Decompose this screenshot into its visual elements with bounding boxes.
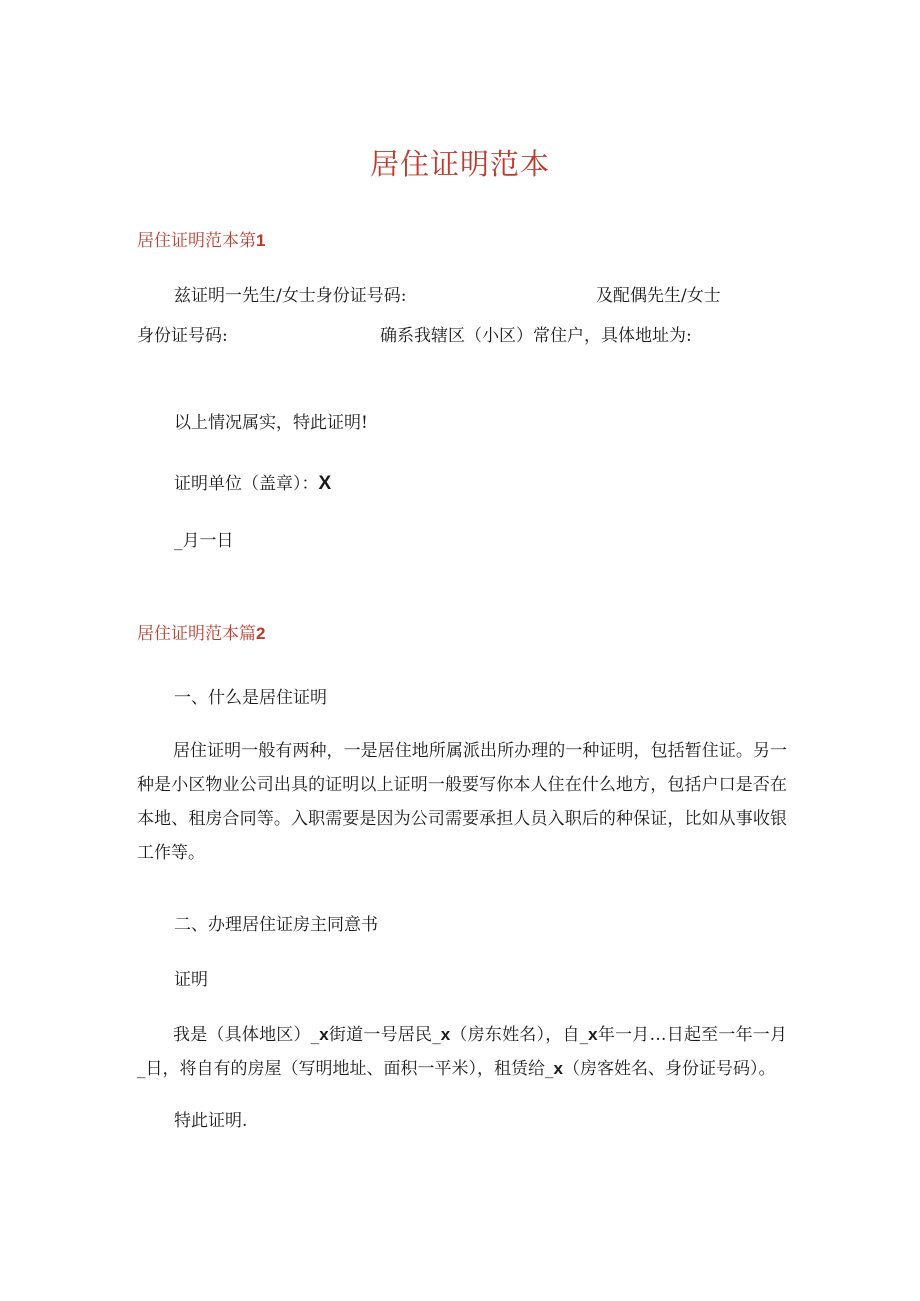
document-title: 居住证明范本: [369, 147, 550, 181]
statement-line: 以上情况属实，特此证明!: [174, 413, 368, 433]
issuing-unit-label: 证明单位（盖章）：: [174, 474, 319, 494]
closing-line: 特此证明.: [174, 1111, 248, 1131]
subheading-landlord-consent: 二、办理居住证房主同意书: [174, 915, 378, 935]
placeholder-x: x: [588, 1025, 598, 1044]
para-text: （房东姓名），自_: [450, 1025, 589, 1045]
cert-line-1-left: 兹证明一先生/女士身份证号码:: [174, 286, 407, 306]
subheading-what-is-residence-cert: 一、什么是居住证明: [174, 688, 327, 708]
section-heading-text: 居住证明范本篇: [137, 624, 256, 644]
cert-label: 证明: [174, 970, 208, 990]
para-text: 年一月…日起至一年一月_日，将自有的房屋（写明地址、面积一平米），租赁给_: [137, 1025, 788, 1079]
para-text: （房客姓名、身份证号码）。: [562, 1059, 776, 1079]
section-heading-1: [137, 232, 265, 250]
issuing-unit-line: [174, 474, 331, 493]
section-heading-2: [137, 625, 265, 643]
section-heading-text: 居住证明范本第: [137, 231, 256, 251]
section-heading-number: 2: [256, 624, 266, 643]
placeholder-x: x: [553, 1059, 563, 1078]
paragraph-landlord-statement: [137, 1018, 787, 1086]
date-line: _月一日: [174, 531, 234, 551]
paragraph-explanation: 居住证明一般有两种，一是居住地所属派出所办理的一种证明，包括暂住证。另一种是小区物业公司出具的证明以上证明一般要写你本人住在什么地方，包括户口是否在本地、租房合同等。入职需要是因为公司需要承担人员入职后的种保证，比如从事收银工作等。: [137, 741, 787, 863]
cert-line-1-right: 及配偶先生/女士: [596, 286, 721, 306]
para-text: 我是（具体地区）_: [173, 1025, 320, 1045]
cert-line-2-right: 确系我辖区（小区）常住户，具体地址为:: [380, 326, 692, 346]
placeholder-x: x: [319, 1025, 329, 1044]
cert-line-2-left: 身份证号码:: [137, 326, 228, 346]
issuing-unit-value: X: [318, 473, 332, 494]
para-text: 街道一号居民_: [328, 1025, 441, 1045]
section-heading-number: 1: [256, 231, 266, 250]
placeholder-x: x: [440, 1025, 451, 1044]
